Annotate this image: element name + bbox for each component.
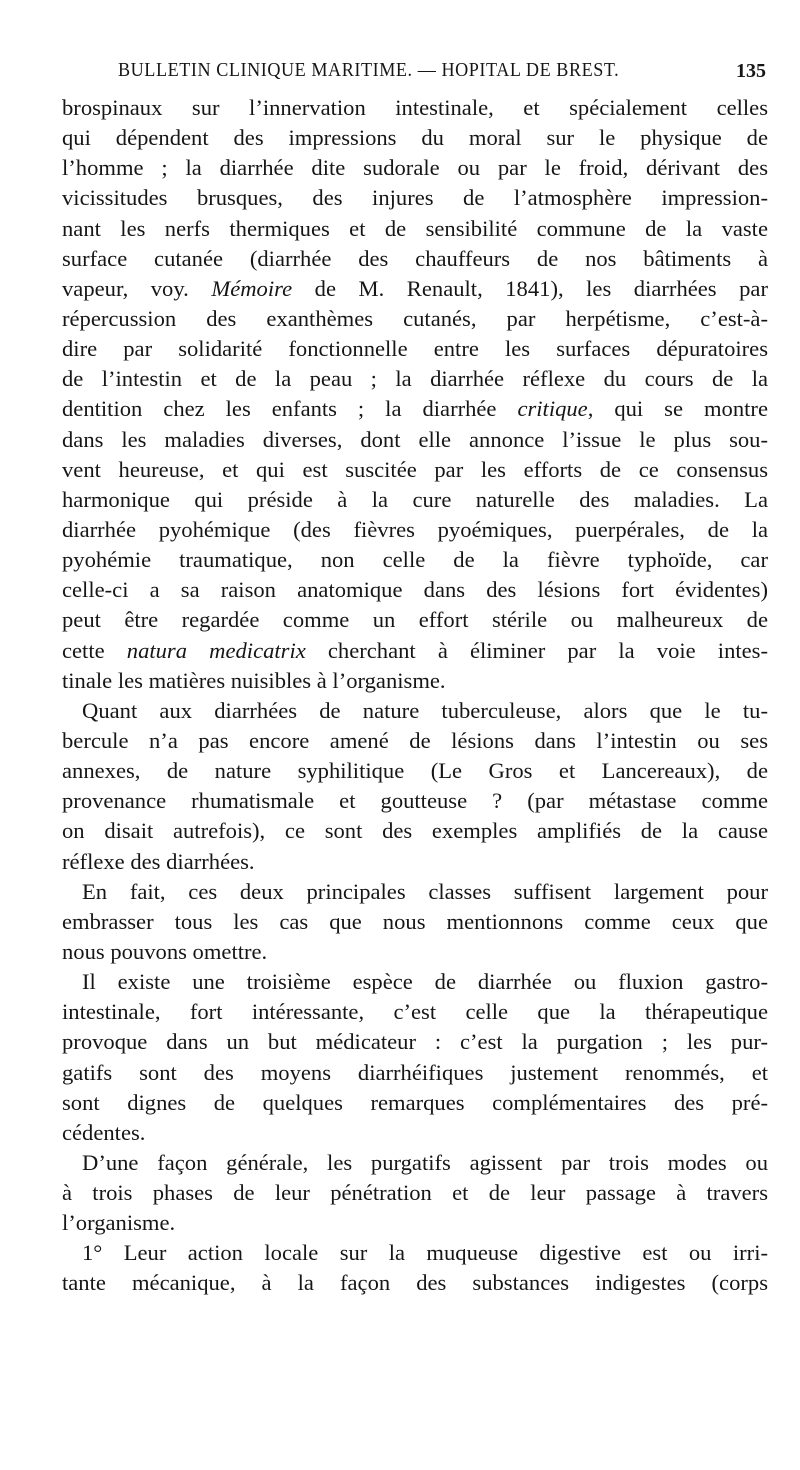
text-line: vent heureuse, et qui est suscitée par les efforts de ce consensus [62, 456, 768, 482]
text-line: 1° Leur action locale sur la muqueuse digestive est ou irri- [82, 1240, 768, 1266]
text-line: D’une façon générale, les purgatifs agissent par trois modes ou [82, 1149, 768, 1175]
text-line: brospinaux sur l’innervation intestinale, et spécialement celles [62, 95, 768, 120]
text-line: à trois phases de leur pénétration et de leur passage à travers [62, 1180, 768, 1206]
running-head: BULLETIN CLINIQUE MARITIME. — HOPITAL DE BREST. [118, 60, 620, 81]
text-line: pyohémie traumatique, non celle de la fièvre typhoïde, car [62, 547, 768, 573]
text-line: surface cutanée (diarrhée des chauffeurs de nos bâtiments à [62, 245, 768, 271]
text-line: diarrhée pyohémique (des fièvres pyoémiques, puerpérales, de la [62, 516, 768, 542]
italic-term: natura medicatrix [126, 637, 306, 663]
text-line: Il existe une troisième espèce de diarrhée ou fluxion gastro- [82, 969, 768, 995]
text-line: dire par solidarité fonctionnelle entre les surfaces dépuratoires [62, 336, 768, 362]
page-header [60, 56, 770, 86]
text-line: annexes, de nature syphilitique (Le Gros et Lancereaux), de [62, 758, 768, 784]
text-line: vicissitudes brusques, des injures de l’atmosphère impression- [62, 185, 768, 211]
text-line: nous pouvons omettre. [62, 938, 268, 964]
text-line: tante mécanique, à la façon des substances indigestes (corps [62, 1270, 768, 1296]
text-line: intestinale, fort intéressante, c’est celle que la thérapeutique [62, 999, 768, 1025]
text-line: gatifs sont des moyens diarrhéifiques justement renommés, et [62, 1059, 768, 1085]
text-line: tinale les matières nuisibles à l’organisme. [62, 667, 446, 693]
text-line: embrasser tous les cas que nous mentionnons comme ceux que [62, 908, 768, 934]
text-line: l’organisme. [62, 1210, 176, 1236]
text-line: harmonique qui préside à la cure naturelle des maladies. La [62, 486, 768, 512]
text-line: En fait, ces deux principales classes suffisent largement pour [82, 878, 768, 904]
body-text [62, 93, 768, 1299]
text-line: Quant aux diarrhées de nature tuberculeuse, alors que le tu- [82, 697, 768, 723]
text-line: qui dépendent des impressions du moral sur le physique de [62, 125, 768, 151]
text-line: on disait autrefois), ce sont des exemples amplifiés de la cause [62, 818, 768, 844]
text-line: nant les nerfs thermiques et de sensibilité commune de la vaste [62, 215, 768, 241]
text-line: peut être regardée comme un effort stérile ou malheureux de [62, 607, 768, 633]
text-line: provoque dans un but médicateur : c’est la purgation ; les pur- [62, 1029, 768, 1055]
text-line: dentition chez les enfants ; la diarrhée critique, qui se montre [62, 396, 768, 422]
text-line: celle-ci a sa raison anatomique dans des lésions fort évidentes) [62, 577, 768, 603]
italic-term: critique [517, 396, 588, 422]
text-line: de l’intestin et de la peau ; la diarrhée réflexe du cours de la [62, 366, 768, 392]
text-line: sont dignes de quelques remarques complémentaires des pré- [62, 1089, 768, 1115]
text-line: vapeur, voy. Mémoire de M. Renault, 1841), les diarrhées par [62, 275, 768, 301]
page-number: 135 [736, 60, 766, 82]
text-line: dans les maladies diverses, dont elle annonce l’issue le plus sou- [62, 426, 768, 452]
text-line: cette natura medicatrix cherchant à éliminer par la voie intes- [62, 637, 768, 663]
text-line: provenance rhumatismale et goutteuse ? (par métastase comme [62, 788, 768, 814]
text-line: réflexe des diarrhées. [62, 848, 255, 874]
text-line: bercule n’a pas encore amené de lésions dans l’intestin ou ses [62, 727, 768, 753]
text-line: cédentes. [62, 1119, 146, 1145]
text-line: répercussion des exanthèmes cutanés, par herpétisme, c’est-à- [62, 305, 768, 331]
italic-term: Mémoire [211, 275, 293, 301]
text-line: l’homme ; la diarrhée dite sudorale ou par le froid, dérivant des [62, 155, 768, 181]
